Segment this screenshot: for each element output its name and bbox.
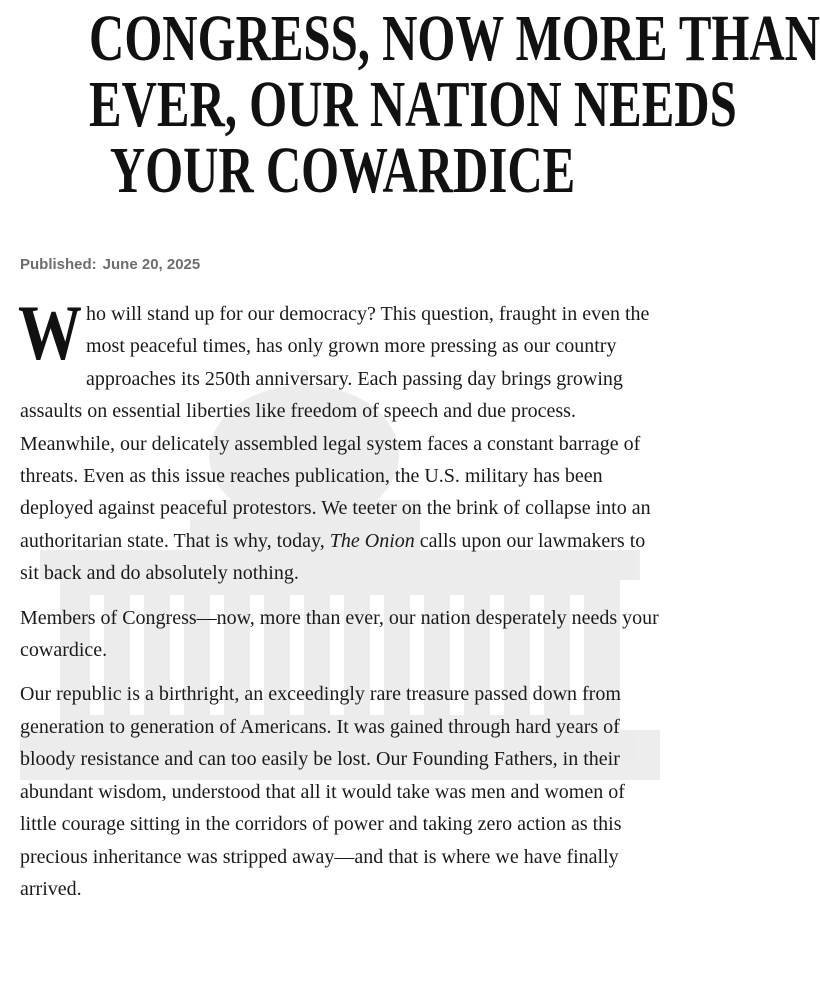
paragraph-1-end: calls upon our lawmakers to sit back and do absolutely nothing. [20,529,646,585]
headline-line-2: EVER, OUR NATION NEEDS [89,68,737,141]
paragraph-1-text: ho will stand up for our democracy? This question, fraught in even the most peaceful times, has only grown more pressing as our country approaches its 250th anniversary. Each passing day brings growing assaults on essential liberties like freedom of speech and due process. Meanwhile, our delicately assembled legal system faces a constant barrage of threats. Even as this issue reaches publication, the U.S. military has been deployed against peaceful protestors. We teeter on the brink of collapse into an authoritarian state. That is why, today, [20,303,651,552]
drop-cap: W [18,289,82,376]
publication-name: The Onion [329,529,415,552]
headline-line-3: YOUR COWARDICE [109,134,576,207]
published-date [20,256,200,273]
article-paragraph-2: Members of Congress—now, more than ever, our nation desperately needs your cowardice. [20,606,659,662]
article-paragraph-3: Our republic is a birthright, an exceedingly rare treasure passed down from generation to generation of Americans. It was gained through hard years of bloody resistance and can too easily be lost. Our Founding Fathers, in their abundant wisdom, understood that all it would take was men and women of little courage sitting in the corridors of power and taking zero action as this precious inheritance was stripped away—and that is where we have finally arrived. [20,683,625,900]
article-paragraph-1 [18,289,665,590]
headline-line-1: CONGRESS, NOW MORE THAN [89,2,820,75]
published-label: Published: [20,256,97,273]
article-body [18,289,665,917]
published-date-value: June 20, 2025 [102,256,201,273]
article-headline [89,2,820,207]
